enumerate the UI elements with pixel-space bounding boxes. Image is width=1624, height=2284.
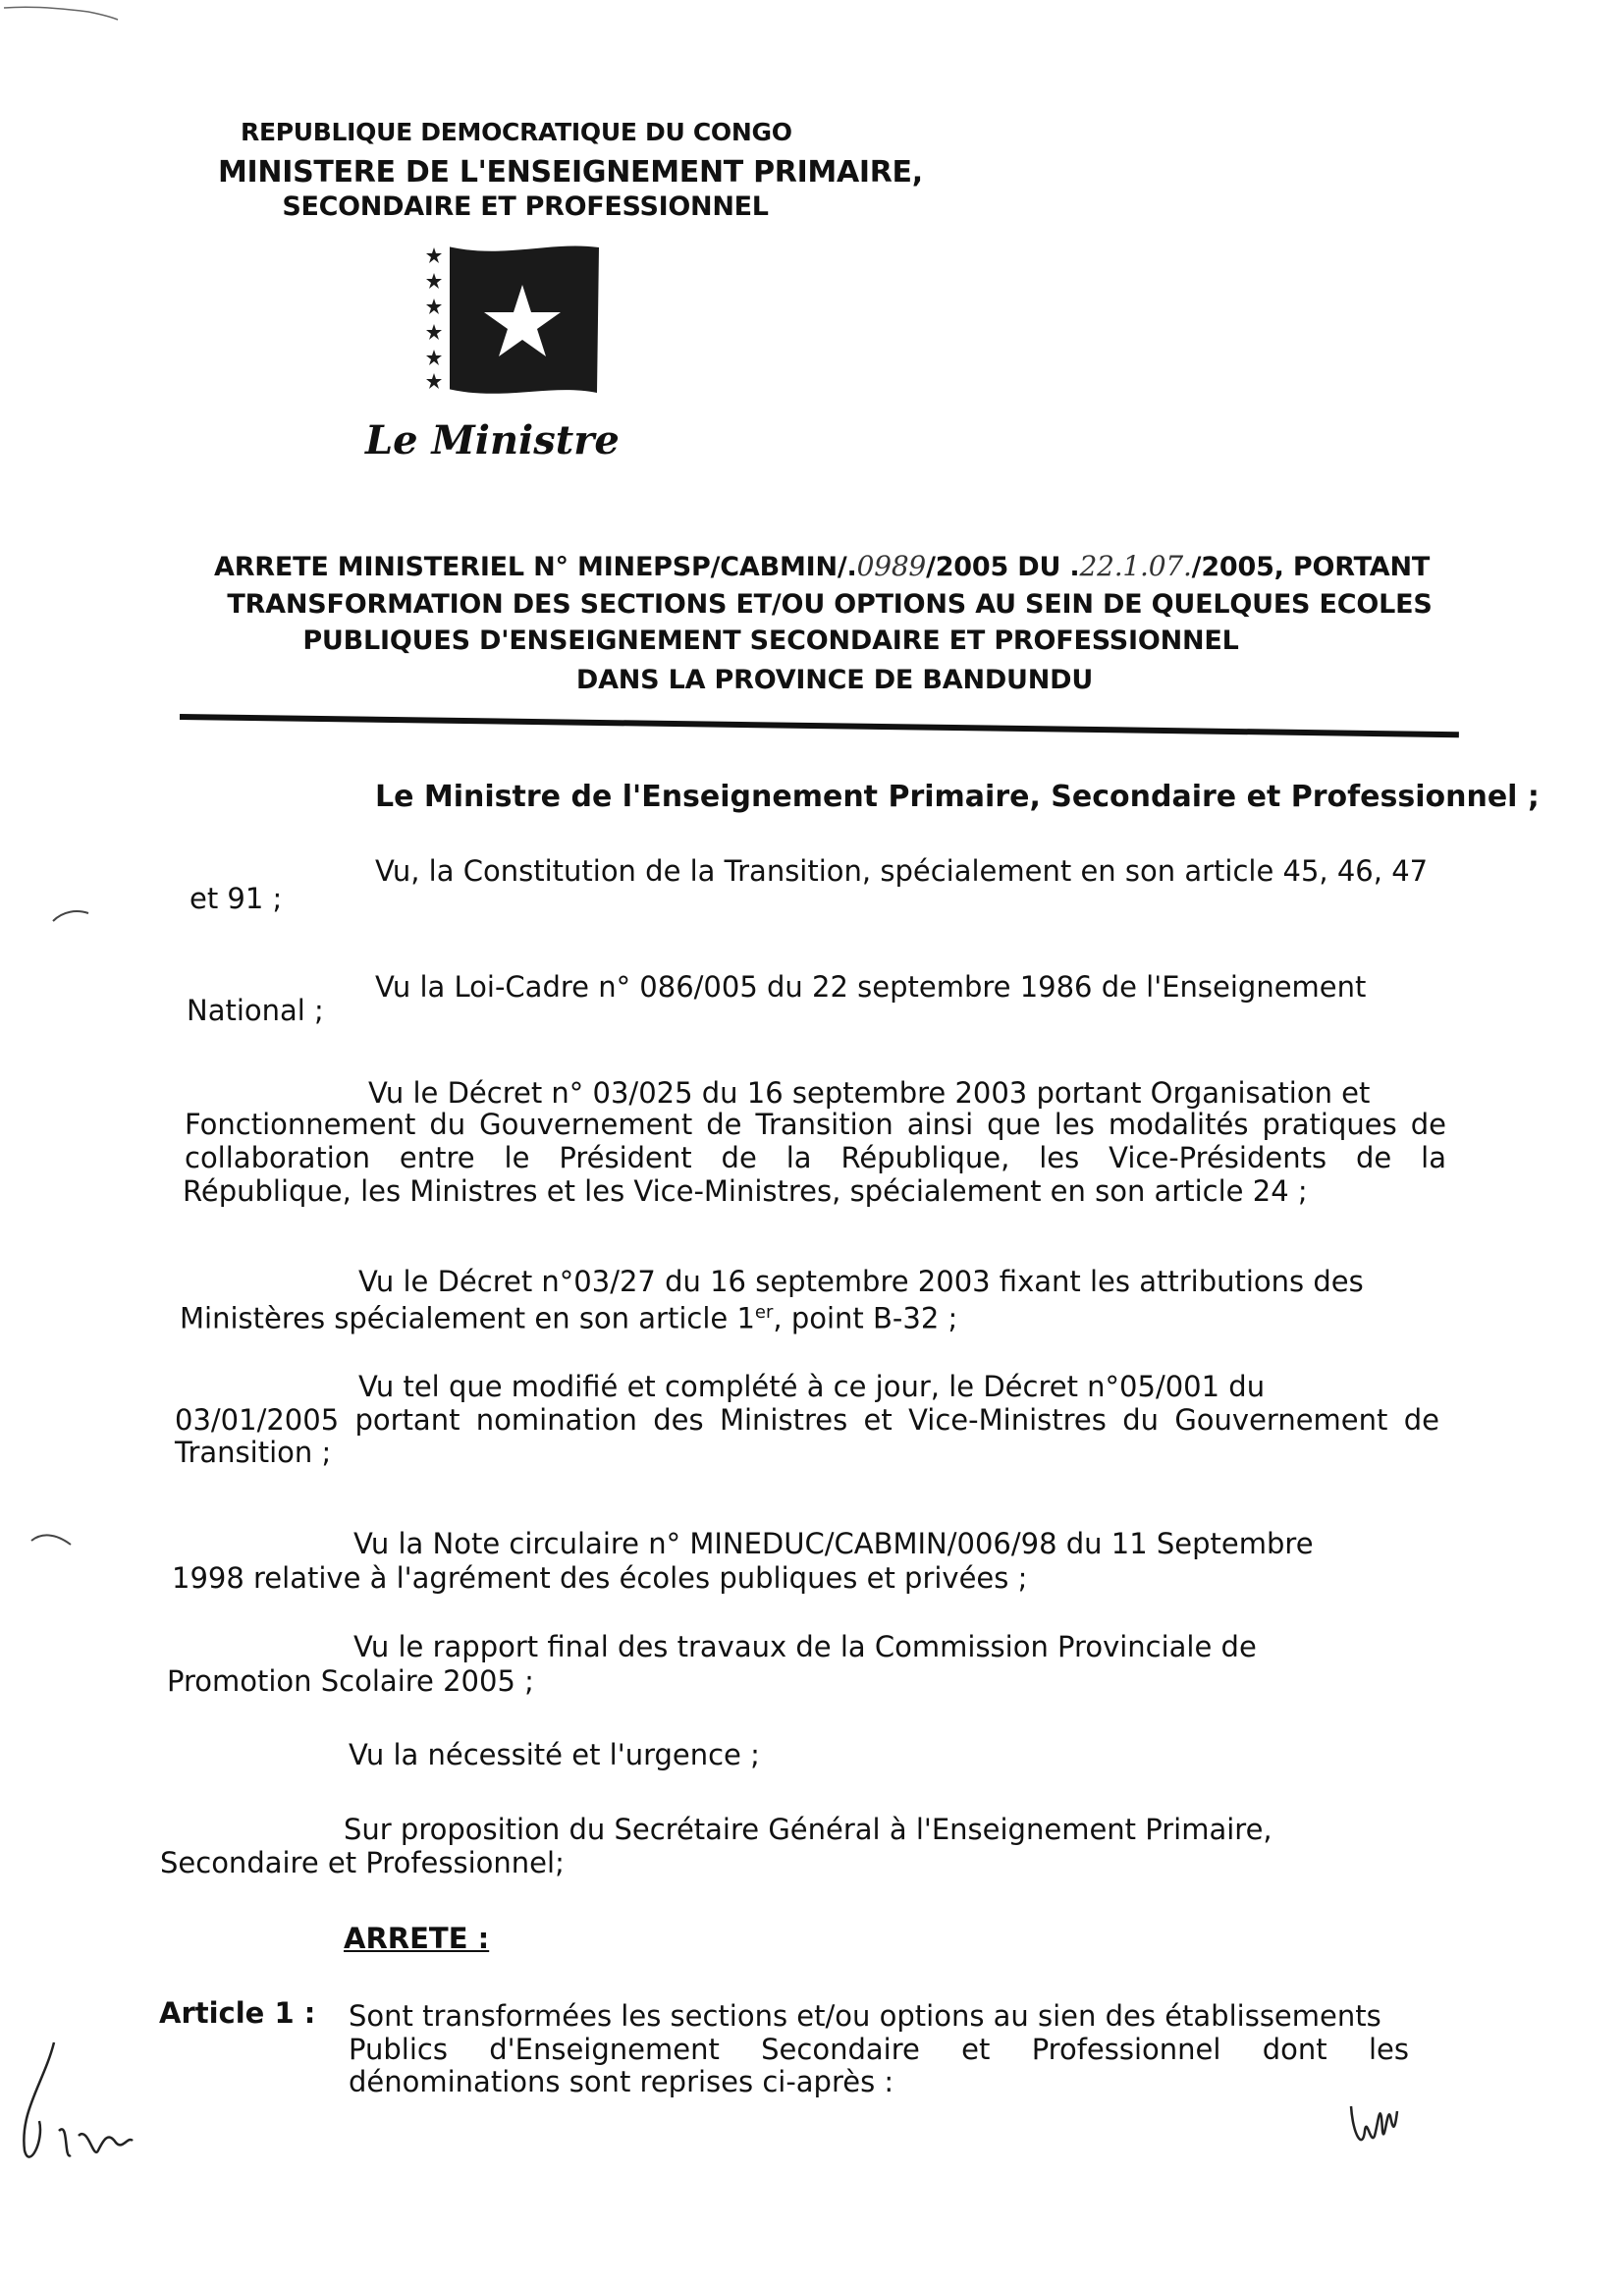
vu-decret-organisation-line-1: Vu le Décret n° 03/025 du 16 septembre 2003 portant Organisation et xyxy=(368,1076,1371,1110)
article-1-line-1: Sont transformées les sections et/ou options au sien des établissements xyxy=(349,1999,1381,2033)
country-name: REPUBLIQUE DEMOCRATIQUE DU CONGO xyxy=(241,118,792,146)
vu-loi-cadre-line-1: Vu la Loi-Cadre n° 086/005 du 22 septembre 1986 de l'Enseignement xyxy=(375,970,1367,1004)
vu-decret-nomination-line-3: Transition ; xyxy=(175,1436,332,1469)
vu-loi-cadre-line-2: National ; xyxy=(187,994,324,1027)
vu-rapport-line-1: Vu le rapport final des travaux de la Commission Provinciale de xyxy=(353,1630,1257,1663)
decree-title-line-2: TRANSFORMATION DES SECTIONS ET/OU OPTIONS AU SEIN DE QUELQUES ECOLES xyxy=(227,589,1433,620)
paraph-initials-right-icon xyxy=(1343,2077,1402,2160)
vu-constitution-line-1: Vu, la Constitution de la Transition, spécialement en son article 45, 46, 47 xyxy=(375,854,1429,888)
vu-decret-organisation-line-4: République, les Ministres et les Vice-Ministres, spécialement en son article 24 ; xyxy=(183,1174,1308,1208)
article-1-label: Article 1 : xyxy=(159,1996,316,2030)
arrete-heading: ARRETE : xyxy=(344,1922,490,1955)
sur-proposition-line-2: Secondaire et Professionnel; xyxy=(160,1846,565,1879)
vu-decret-nomination-line-2: 03/01/2005 portant nomination des Ministres et Vice-Ministres du Gouvernement de xyxy=(175,1403,1439,1437)
ministry-line-2: SECONDAIRE ET PROFESSIONNEL xyxy=(282,191,769,222)
title-middle: /2005 DU . xyxy=(926,552,1080,582)
vu-decret-attributions-line-2 xyxy=(180,1296,957,1335)
paraph-initials-left-icon xyxy=(0,2033,147,2180)
title-prefix: ARRETE MINISTERIEL N° MINEPSP/CABMIN/. xyxy=(214,552,857,582)
decree-title-line-4: DANS LA PROVINCE DE BANDUNDU xyxy=(575,665,1094,695)
margin-mark-1-icon xyxy=(49,905,98,925)
sur-proposition-line-1: Sur proposition du Secrétaire Général à l'Enseignement Primaire, xyxy=(344,1813,1272,1846)
decree-number-handwritten: 0989 xyxy=(856,550,927,582)
vu-constitution-line-2: et 91 ; xyxy=(189,882,283,915)
corner-mark-icon xyxy=(0,0,128,25)
vu-necessite-line: Vu la nécessité et l'urgence ; xyxy=(349,1738,760,1771)
vu-decret-attributions-line-1: Vu le Décret n°03/27 du 16 septembre 2003 fixant les attributions des xyxy=(358,1265,1364,1298)
vu-note-circulaire-line-2: 1998 relative à l'agrément des écoles publiques et privées ; xyxy=(172,1561,1028,1595)
vu-note-circulaire-line-1: Vu la Note circulaire n° MINEDUC/CABMIN/006/98 du 11 Septembre xyxy=(353,1527,1314,1560)
title-divider xyxy=(180,714,1459,737)
intro-line: Le Ministre de l'Enseignement Primaire, Secondaire et Professionnel ; xyxy=(375,780,1540,814)
ministry-line-1: MINISTERE DE L'ENSEIGNEMENT PRIMAIRE, xyxy=(218,155,923,190)
signature-title: Le Ministre xyxy=(365,417,620,463)
decree-date-handwritten: 22.1.07. xyxy=(1079,550,1192,582)
vu-decret-nomination-line-1: Vu tel que modifié et complété à ce jour, le Décret n°05/001 du xyxy=(358,1370,1266,1403)
vu-decret-organisation-line-2: Fonctionnement du Gouvernement de Transition ainsi que les modalités pratiques de xyxy=(185,1108,1446,1141)
decree-title-line-3: PUBLIQUES D'ENSEIGNEMENT SECONDAIRE ET PROFESSIONNEL xyxy=(302,625,1239,656)
article-1-line-2: Publics d'Enseignement Secondaire et Professionnel dont les xyxy=(349,2033,1409,2066)
flag-star-emblem-icon xyxy=(422,236,604,408)
vu4-text-a: Ministères spécialement en son article 1 xyxy=(180,1301,755,1335)
article-1-line-3: dénominations sont reprises ci-après : xyxy=(349,2065,894,2098)
vu-rapport-line-2: Promotion Scolaire 2005 ; xyxy=(167,1664,534,1698)
decree-title-line-1 xyxy=(214,550,1441,582)
vu4-superscript: er xyxy=(754,1302,774,1323)
title-suffix: /2005, PORTANT xyxy=(1191,552,1431,582)
margin-mark-2-icon xyxy=(27,1527,77,1551)
vu4-text-b: , point B-32 ; xyxy=(773,1301,958,1335)
vu-decret-organisation-line-3: collaboration entre le Président de la République, les Vice-Présidents de la xyxy=(185,1141,1446,1174)
